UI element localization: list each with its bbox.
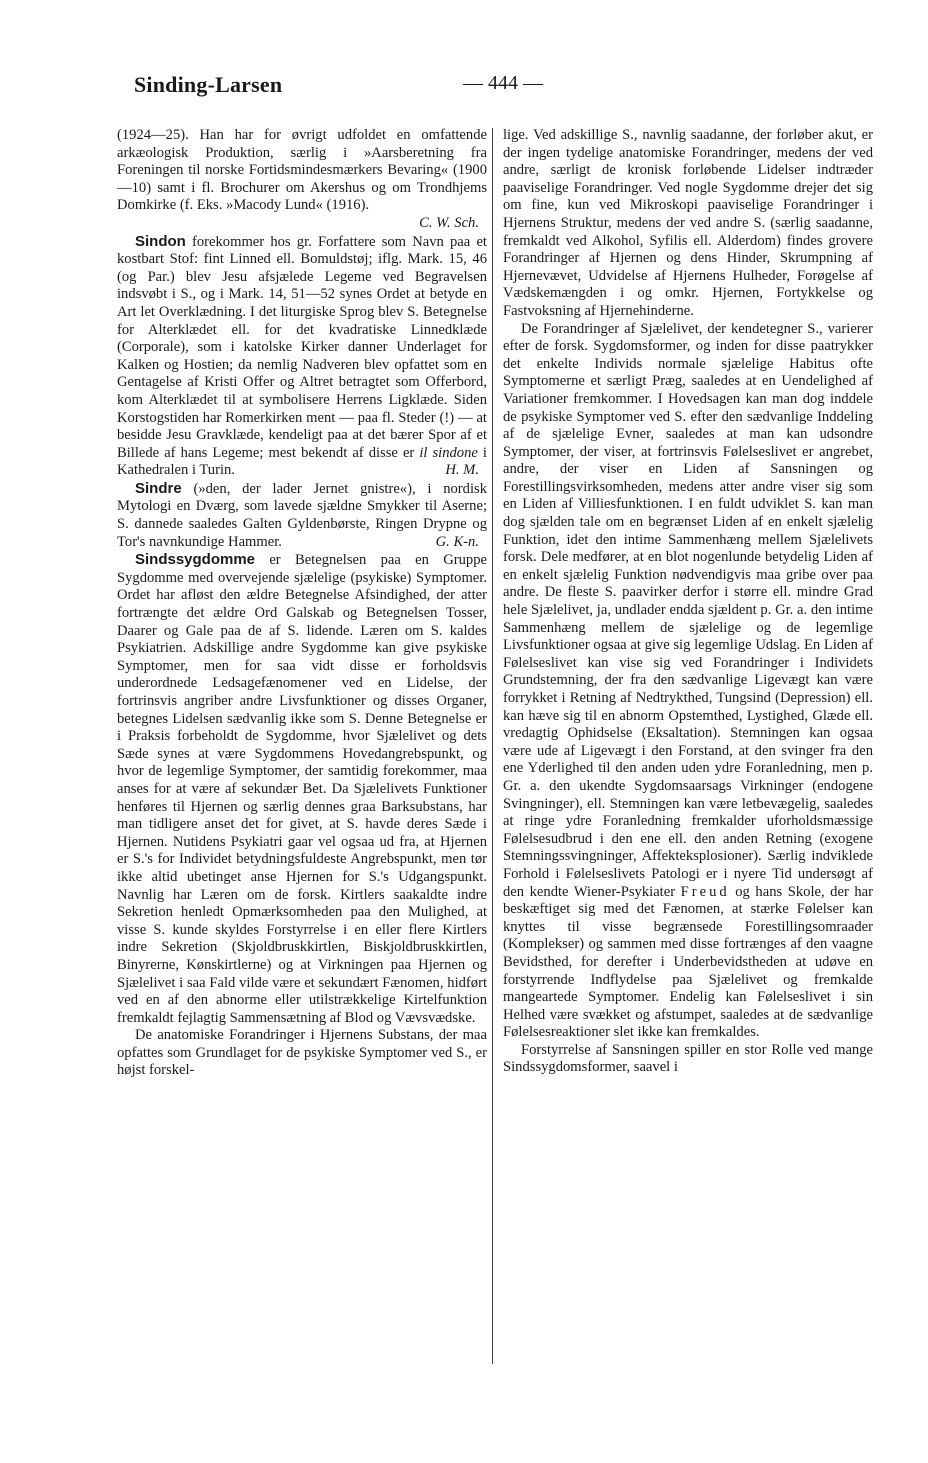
headword: Sindssygdomme — [135, 551, 256, 569]
paragraph: De anatomiske Forandringer i Hjernens Substans, der maa opfattes som Grundlaget for de psykiske Symptomer ved S., er højst forskel- — [117, 1027, 487, 1079]
author-signature: H. M. — [445, 462, 479, 479]
headword: Sindre — [135, 479, 182, 497]
running-head: Sinding-Larsen — [134, 72, 283, 97]
entry-text: (»den, der lader Jernet gnistre«), i nordisk Mytologi en Dværg, som lavede sjældne Smykker til Aserne; S. dannede saaledes Galten Gyldenbørste, Ringen Drypne og Tor's navnkundige Hammer. — [117, 480, 487, 550]
entry-text: er Betegnelsen paa en Gruppe Sygdomme med overvejende sjælelige (psykiske) Symptomer. Ordet har afløst den ældre Betegnelse Afsindighed, der atter fortrængte det ældre Ord Galskab og Betegnelsen Tosser, Daarer og Gale paa de af S. lidende. Læren om S. kaldes Psykiatrien. Adskillige andre Sygdomme kan give psykiske Symptomer, men for saa vidt disse er forholdsvis underordnede Ledsagefænomener ved en Lidelse, der fortrinsvis angriber andre Livsfunktioner og disses Organer, betegnes Lidelsen sædvanlig ikke som S. Denne Betegnelse er i Praksis forbeholdt de Sygdomme, hvor Sjælelivet og dets Sæde synes at være Sygdommens Hovedangrebspunkt, og hvor de legemlige Symptomer, der samtidig forekommer, maa anses for at være af sekundær Bet. Da Sjælelivets Funktioner henføres til Hjernen og særlig dennes graa Barksubstans, har man tidligere anset det for givet, at S. havde deres Sæde i Hjernen. Nutidens Psykiatri gaar vel ogsaa ud fra, at Hjernen er S.'s for Individet betydningsfuldeste Angrebspunkt, men tør ikke altid ubetinget anse Hjernen for S.'s Udgangspunkt. Navnlig har Læren om de forsk. Kirtlers saakaldte indre Sekretion henledt Opmærksomheden paa den Mulighed, at visse S. kunde skyldes Forstyrrelse i en eller flere Kirtlers indre Sekretion (Skjoldbruskkirtlen, Biskjoldbruskkirtlen, Binyrerne, Kønskirtlerne) og at Virkningen paa Hjernen og Sjælelivet i saa Fald vilde være et sekundært Fænomen, hidført ved en af den abnorme eller utilstrækkelige Kirtelfunktion fremkaldt fejlagtig Sammensætning af Blod og Vævsvædske. — [117, 552, 487, 1026]
left-column — [117, 127, 487, 1080]
entry-sindre — [117, 480, 487, 551]
entry-sindon — [117, 233, 487, 480]
author-signature: G. K-n. — [435, 533, 479, 550]
page-header — [134, 70, 884, 104]
paragraph-text: og hans Skole, der har beskæftiget sig med det Fænomen, at stærke Følelser kan knyttes til visse begrænsede Forestillingsomraader (Komplekser) og sammen med disse fortrænges af den vaagne Bevidsthed, for derefter i Underbevidstheden at udøve en forstyrrende Indflydelse paa Sjælelivet og fremkalde mangeartede Symptomer. Endelig kan Følelseslivet i sin Helhed være svækket og afstumpet, saaledes at de sædvanlige Følelsesreaktioner slet ikke kan fremkaldes. — [503, 883, 874, 1041]
entry-sindssygdomme — [117, 551, 487, 1027]
page-number: — 444 — — [463, 72, 543, 94]
author-signature: C. W. Sch. — [419, 214, 479, 231]
paragraph: Forstyrrelse af Sansningen spiller en stor Rolle ved mange Sindssygdomsformer, saavel i — [503, 1041, 873, 1076]
paragraph: lige. Ved adskillige S., navnlig saadanne, der forløber akut, er der ingen tydelige anatomiske Forandringer, medens der ved andre, særligt de kronisk forløbende Lidelser indtræder paaviselige Forandringer. Ved nogle Sygdomme drejer det sig om fine, kun ved Mikroskopi paaviselige Forandringer i Hjernens Struktur, medens der ved andre S. (særlig saadanne, fremkaldt ved Alkohol, Syfilis ell. Alderdom) findes grovere Forandringer af Hjernen og dens Hinder, Skrumpning af Hjernevævet, Udvidelse af Hjernens Hulheder, Forøgelse af Vædskemængden i og omkr. Hjernen, Fortykkelse og Fastvoksning af Hjernehinderne. — [503, 127, 873, 319]
right-column — [503, 127, 873, 1077]
entry-emphasis: il sindone — [419, 444, 478, 461]
spaced-name: Freud — [680, 883, 730, 900]
continued-paragraph: (1924—25). Han har for øvrigt udfoldet en omfattende arkæologisk Produktion, særlig i »Aarsberetning fra Foreningen til norske Fortidsmindesmærkers Bevaring« (1900—10) samt i fl. Brochurer om Akershus og om Trondhjems Domkirke (f. Eks. »Macody Lund« (1916). — [117, 127, 487, 214]
headword: Sindon — [135, 232, 186, 250]
paragraph — [503, 321, 873, 1042]
paragraph-text: De Forandringer af Sjælelivet, der kendetegner S., varierer efter de forsk. Sygdomsformer, og inden for disse paatrykker det enkelte Individs normale sjælelige Habitus ofte Symptomerne et særligt Præg, saaledes at en Uendelighed af Variationer fremkommer. I Hovedsagen kan man dog inddele de psykiske Symptomer ved S. efter den sædvanlige Inddeling af de sjælelige Evner, saaledes at man kan udsondre Symptomer, der viser, at fortrinsvis Følelseslivet er angrebet, andre, der viser en Liden af Sansningen og Forestillingsvirksomheden, medens atter andre viser sig som en Liden af Villiesfunktionen. I en fuldt udviklet S. kan man dog sjælden tale om en begrænset Liden af en enkelt sjælelig Funktion, idet den intime Sammenhæng mellem Sjælelivets forsk. Dele medfører, at en blot nogenlunde betydelig Liden af en enkelt sjælelig Funktion nødvendigvis maa gribe over paa andre. De fleste S. paavirker derfor i større ell. mindre Grad hele Sjælelivet, ja, undlader endda sjældent p. Gr. a. den intime Sammenhæng mellem de sjælelige og de legemlige Livsfunktioner ogsaa at give sig legemlige Udslag. En Liden af Følelseslivet kan vise sig ved Forandringer i Individets Grundstemning, der fra den sædvanlige Ligevægt kan være forrykket i Retning af Nedtrykthed, Tungsind (Depression) ell. kan hæve sig til en abnorm Opstemthed, Lystighed, Glæde ell. vredagtig Ophidselse (Eksaltation). Stemningen kan ogsaa være ude af Ligevægt i den Forstand, at den svinger fra den ene Yderlighed til den anden uden ydre Foranledning, men p. Gr. a. den ukendte Sygdomsaarsags Virkninger (endogene Svingninger), ell. Stemningen kan være letbevægelig, saaledes at ringe ydre Foranledning fremkalder uforholdsmæssige Følelsesudbrud i den ene ell. den anden Retning (exogene Stemningssvingninger, Affekteksplosioner). Særlig indviklede Forhold i Følelseslivets Patologi er i nyere Tid undersøgt af den kendte Wiener-Psykiater — [503, 320, 873, 900]
entry-text: forekommer hos gr. Forfattere som Navn paa et kostbart Stof: fint Linned ell. Bomuldstøj; iflg. Mark. 15, 46 (og Par.) blev Jesu afsjælede Legeme ved Begravelsen indsvøbt i S., og i Mark. 14, 51—52 synes Ordet at betyde en Art let Overklædning. I det liturgiske Sprog blev S. Betegnelse for Alterklædet ell. for det kvadratiske Linnedklæde (Corporale), som i katolske Kirker danner Underlaget for Kalken og Hostien; da nemlig Nadveren blev opfattet som en Gentagelse af Kristi Offer og Altret betragtet som Offerbord, kom Alterklædet til at symbolisere Herrens Ligklæde. Siden Korstogstiden har Romerkirken ment — paa fl. Steder (!) — at besidde Jesu Gravklæde, kendeligt paa at det bærer Spor af et Billede af hans Legeme; mest bekendt af disse er — [117, 233, 487, 461]
column-divider — [492, 128, 493, 1364]
entry-text: i Kathedralen i Turin. — [117, 444, 487, 479]
